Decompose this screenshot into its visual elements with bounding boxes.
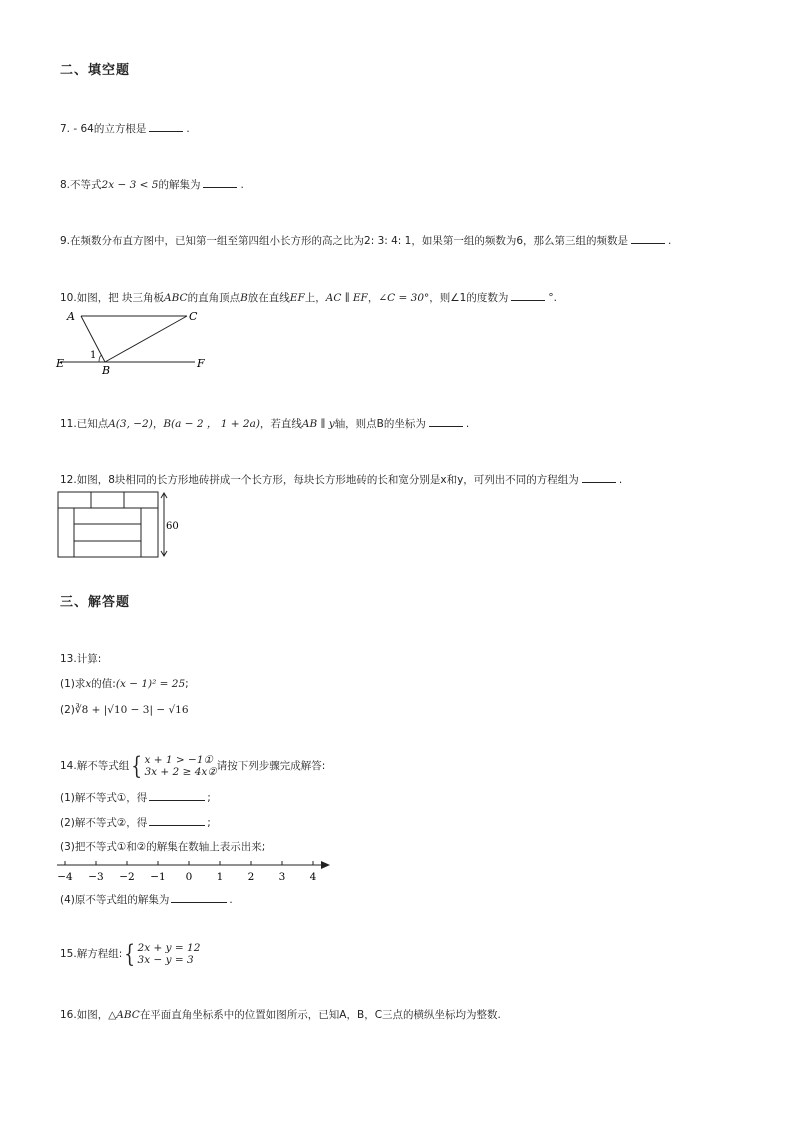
question-12 [60,472,622,487]
q16-triangle: △ABC [108,1009,140,1021]
axis-tick-label: 1 [216,871,224,883]
q11-post: 轴，则点B的坐标为 [334,418,426,430]
q11-answer-blank[interactable] [429,416,463,427]
q10-mid3: 上， [304,292,326,304]
q14-p1-answer-blank[interactable] [149,790,205,801]
q10-pre: 10.如图，把 块三角板 [60,292,165,304]
q14-header [60,754,325,778]
q15-system [138,942,201,966]
q10-angle: ∠C = 30° [378,292,430,304]
q8-expr: 2x − 3 < 5 [101,179,159,191]
q11-point-a: A(3, −2) [108,418,153,430]
q8-pre: 8.不等式 [60,179,102,191]
q10-ef: EF [289,292,305,304]
q14-number-line [55,855,340,885]
q13-part-2 [60,703,189,717]
q7-end: . [186,123,190,135]
label-e: E [56,357,65,370]
q11-sep: ， [152,418,164,430]
q8-end: . [240,179,244,191]
q11-pre: 11.已知点 [60,418,109,430]
question-9 [60,233,671,248]
q10-abc: ABC [164,292,188,304]
q10-parallel: AC ∥ EF [325,292,368,304]
q16-pre: 16.如图， [60,1009,109,1021]
q14-part-4 [60,892,233,907]
axis-tick-label: −2 [119,871,135,883]
q12-tiles-figure [57,490,187,560]
q15-brace: { [124,940,136,968]
q14-eq2: 3x + 2 ≥ 4x② [144,766,217,778]
q14-post: 请按下列步骤完成解答: [216,760,326,772]
q14-p4-end: . [229,894,233,906]
q15-pre: 15.解方程组: [60,948,123,960]
section-heading-fill: 二、填空题 [60,63,131,78]
question-7 [60,121,190,136]
q14-eq1: x + 1 > −1① [144,754,213,766]
axis-arrow-icon [321,861,330,869]
q7-text: 7. - 64的立方根是 [60,123,147,135]
question-15 [60,942,200,966]
q14-p4: (4)原不等式组的解集为 [60,894,170,906]
q10-answer-blank[interactable] [511,290,545,301]
label-c: C [189,310,198,323]
q15-eq1: 2x + y = 12 [137,942,201,954]
q11-end: . [465,418,470,430]
axis-ticks [57,861,316,883]
line-bc [105,316,187,362]
q14-p1: (1)解不等式①，得 [60,792,148,804]
q9-text: 9.在频数分布直方图中，已知第一组至第四组小长方形的高之比为2: 3: 4: 1，如果第一组的频数为6，那么第三组的频数是 [60,235,629,247]
label-a: A [67,310,75,323]
axis-tick-label: 2 [247,871,255,883]
section-heading-solve: 三、解答题 [60,595,131,610]
q11-mid: ，若直线 [259,418,302,430]
q13-p1-pre: (1)求 [60,678,86,690]
q14-part-3: (3)把不等式①和②的解集在数轴上表示出来; [60,841,266,853]
q10-b: B [240,292,248,304]
q16-post: 在平面直角坐标系中的位置如图所示，已知A，B，C三点的横纵坐标均为整数. [139,1009,501,1021]
q12-end: . [618,474,623,486]
q13-p2-pre: (2) [60,704,75,716]
question-10 [60,290,557,305]
q9-end: . [668,235,672,247]
axis-tick-label: −3 [88,871,104,883]
axis-tick-label: −4 [57,871,73,883]
q14-system [144,754,216,778]
q8-answer-blank[interactable] [203,177,237,188]
q14-part-1 [60,790,211,805]
axis-tick-label: 4 [309,871,317,883]
q9-answer-blank[interactable] [631,233,665,244]
label-f: F [197,357,205,370]
q13-p1-var: x [85,678,92,690]
q15-eq2: 3x − y = 3 [137,954,194,966]
q10-post: ，则∠1的度数为 [429,292,509,304]
axis-tick-label: 0 [185,871,193,883]
q13-p2-expr: ∛8 + |√10 − 3| − √16 [74,704,189,716]
axis-tick-label: 3 [278,871,286,883]
q10-comma: ， [367,292,379,304]
axis-tick-label: −1 [150,871,166,883]
q12-text: 12.如图，8块相同的长方形地砖拼成一个长方形，每块长方形地砖的长和宽分别是x和y，可列出不同的方程组为 [60,474,579,486]
q14-p1-end: ; [207,792,211,804]
q13-p1-end: ; [185,678,189,690]
q14-part-2 [60,815,211,830]
label-b: B [102,364,111,377]
question-8 [60,177,244,192]
q8-post: 的解集为 [158,179,201,191]
q14-p4-answer-blank[interactable] [171,892,227,903]
q14-p2: (2)解不等式②，得 [60,817,148,829]
q12-answer-blank[interactable] [582,472,616,483]
q10-triangle-figure [55,306,215,378]
q7-answer-blank[interactable] [149,121,183,132]
question-11 [60,416,469,431]
q10-mid2: 放在直线 [247,292,290,304]
q14-brace: { [131,752,143,780]
q13-p1-expr: (x − 1)² = 25 [115,678,186,690]
q13-title: 13.计算: [60,653,102,665]
q11-point-b: B(a − 2 ， 1 + 2a) [163,418,260,430]
q13-part-1 [60,677,189,691]
q14-p2-end: ; [207,817,211,829]
height-label: 60 [166,521,179,532]
q10-end: °. [548,292,557,304]
q11-ab: AB ∥ y [301,418,335,430]
q14-p2-answer-blank[interactable] [149,815,205,826]
q13-p1-mid: 的值: [91,678,116,690]
question-16 [60,1008,501,1022]
q14-pre: 14.解不等式组 [60,760,130,772]
q10-mid1: 的直角顶点 [187,292,241,304]
label-angle-1: 1 [90,350,97,361]
